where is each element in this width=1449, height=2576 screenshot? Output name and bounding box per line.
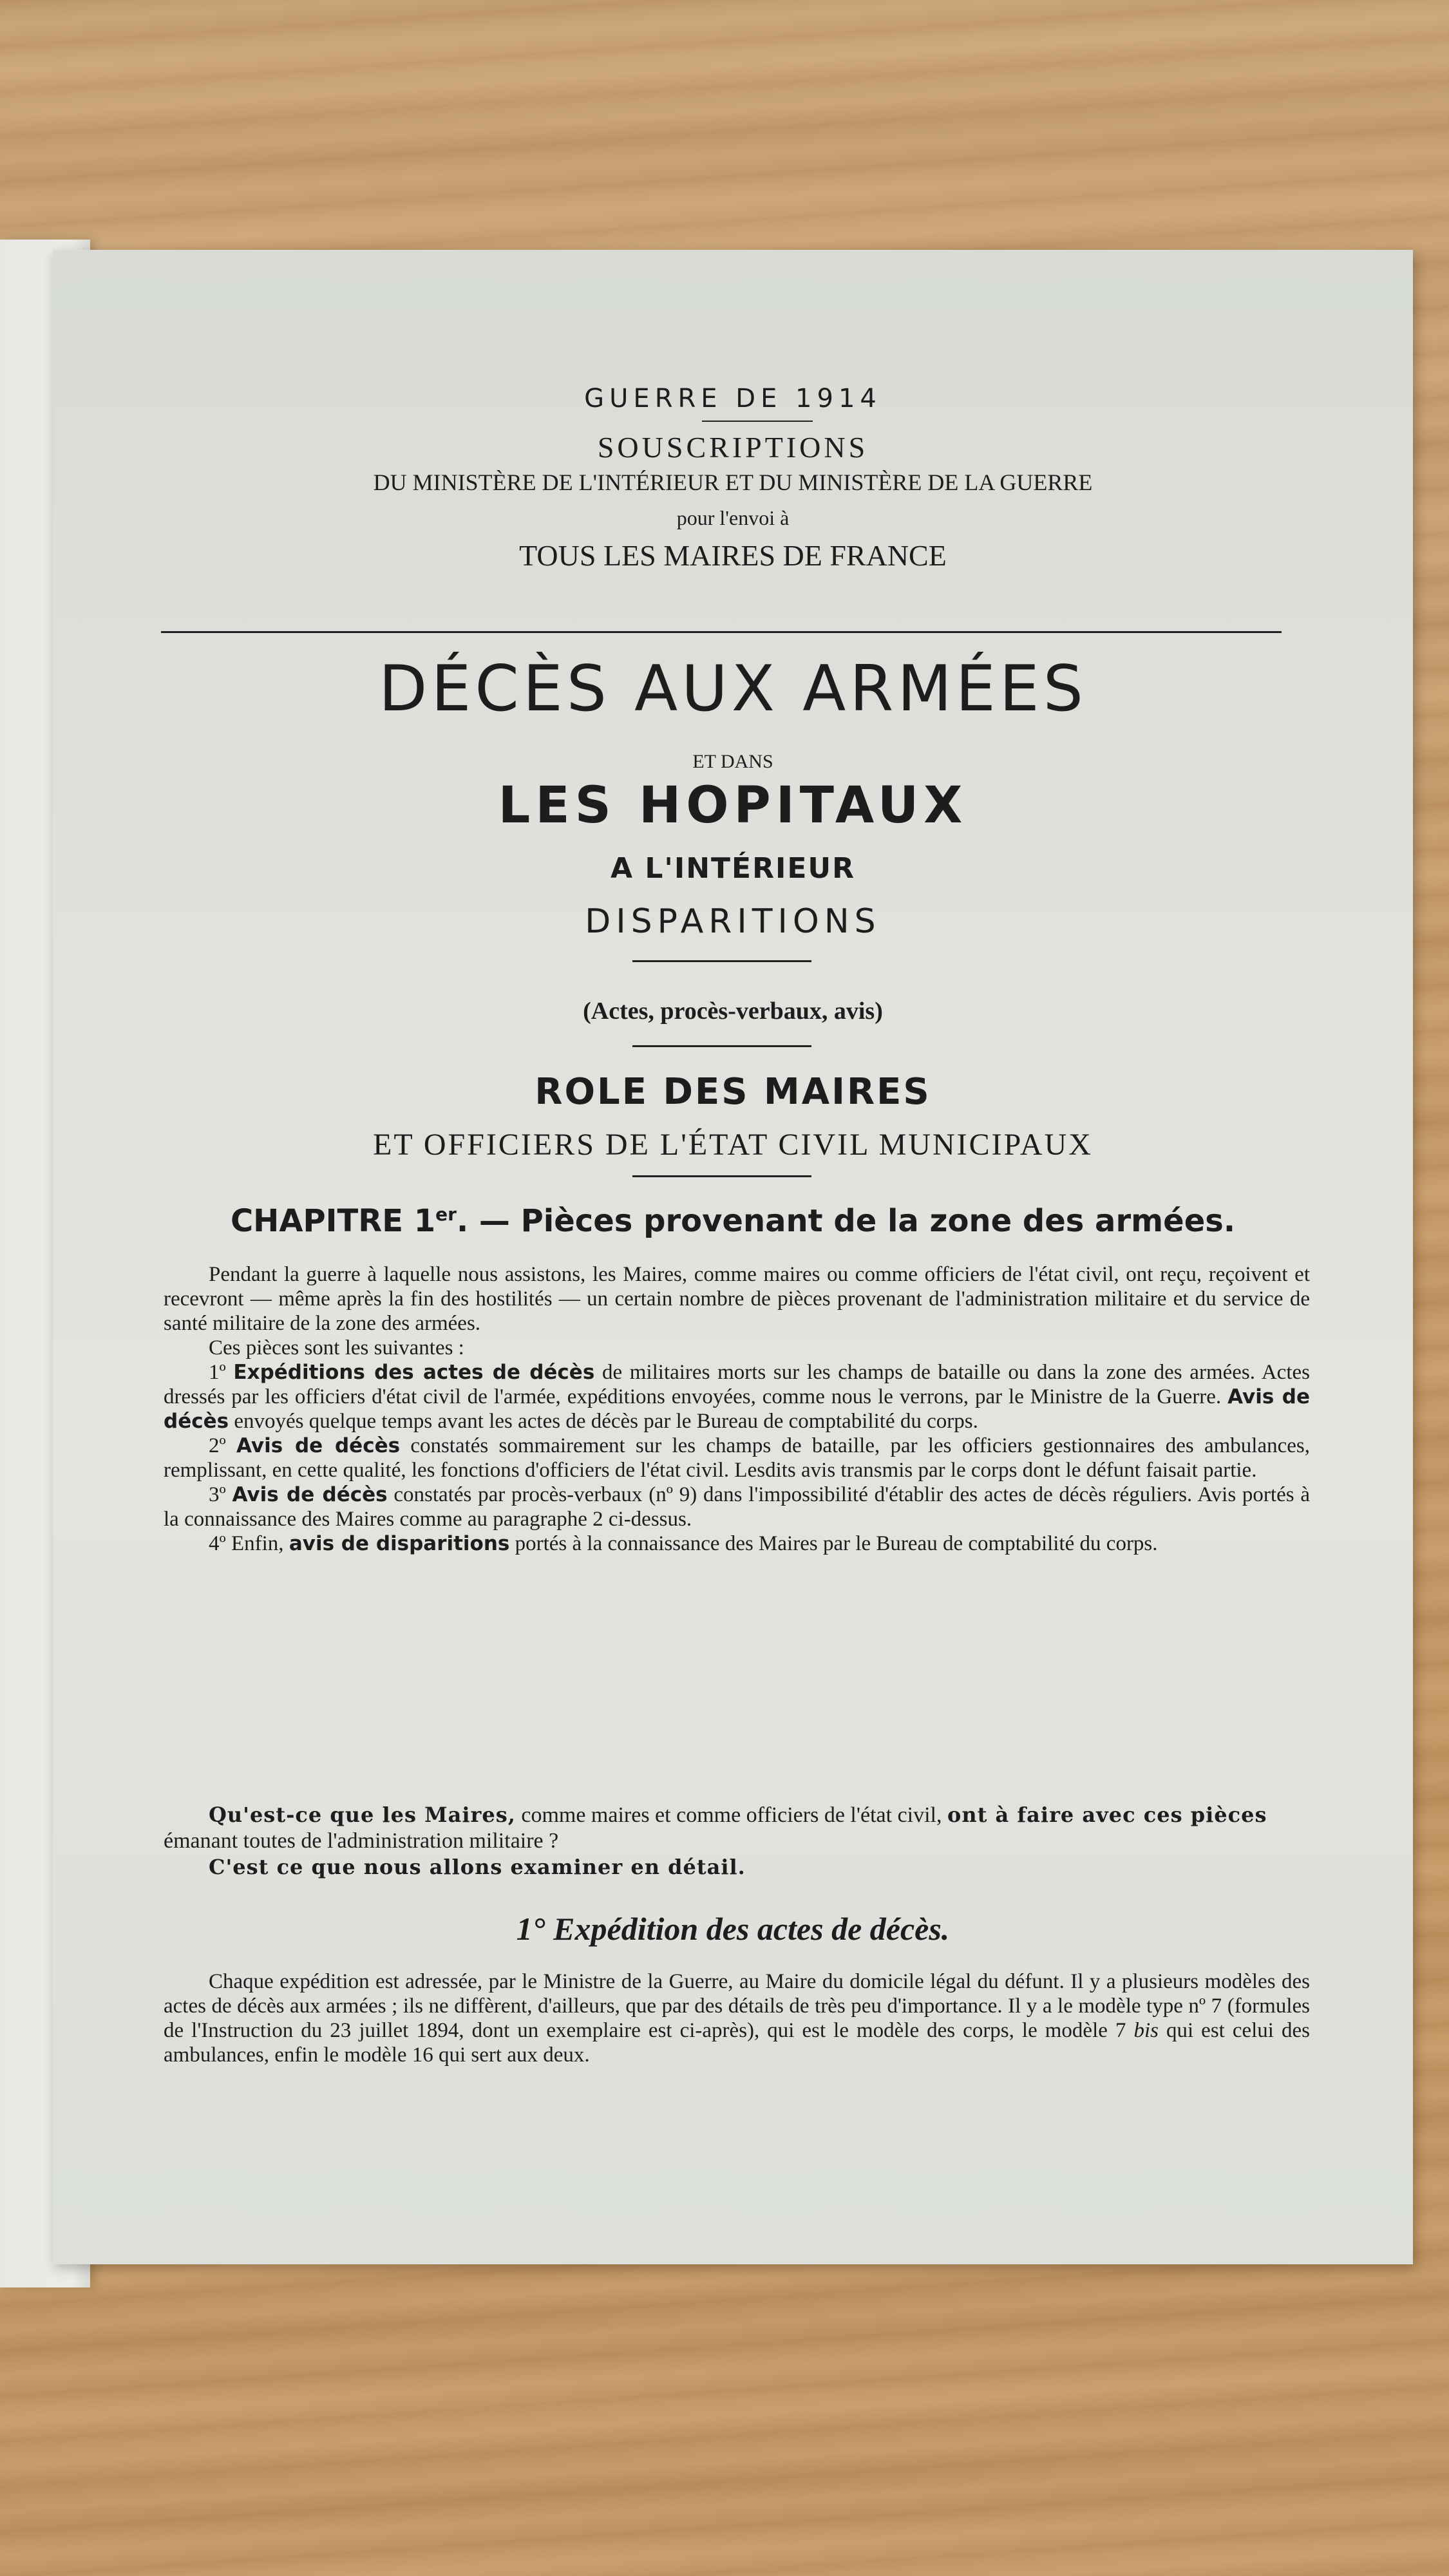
paragraph: 4º Enfin, avis de disparitions portés à la connaissance des Maires par le Bureau de comptabilité du corps. <box>209 1532 1158 1555</box>
main-title: DÉCÈS AUX ARMÉES <box>379 652 1087 726</box>
divider <box>702 421 813 422</box>
officiers-heading: ET OFFICIERS DE L'ÉTAT CIVIL MUNICIPAUX <box>373 1128 1093 1162</box>
chapter-sup: er <box>435 1204 457 1225</box>
et-dans-line: ET DANS <box>692 751 773 772</box>
envoi-line: pour l'envoi à <box>676 506 790 529</box>
paragraph: Ces pièces sont les suivantes : <box>209 1336 464 1359</box>
paragraph: 1º Expéditions des actes de décès de militaires morts sur les champs de bataille ou dans la zone des armées. Actes dressés par les officiers d'état civil de l'armée, expéditions envoyées, comme nous le verrons, par le Ministre de la Guerre. Avis de décès envoyés quelque temps avant les actes de décès par le Bureau de comptabilité du corps. <box>164 1361 1310 1433</box>
paragraph: Chaque expédition est adressée, par le Ministre de la Guerre, au Maire du domicile légal du défunt. Il y a plusieurs modèles des actes de décès aux armées ; ils ne diffèrent, d'ailleurs, que par des détails de très peu d'importance. Il y a le modèle type nº 7 (formules de l'Instruction du 23 juillet 1894, dont un exemplaire est ci-après), qui est le modèle des corps, le modèle 7 bis qui est celui des ambulances, enfin le modèle 16 qui sert aux deux. <box>164 1970 1310 2067</box>
subtitle-line: (Actes, procès-verbaux, avis) <box>583 998 883 1025</box>
interieur-line: A L'INTÉRIEUR <box>610 852 856 885</box>
hopitaux-title: LES HOPITAUX <box>498 777 968 835</box>
chapter-label: CHAPITRE 1 <box>230 1203 436 1239</box>
document-page <box>53 250 1413 2264</box>
divider <box>632 1045 811 1047</box>
war-heading: GUERRE DE 1914 <box>584 384 882 413</box>
question-line: C'est ce que nous allons examiner en détail. <box>209 1855 746 1879</box>
divider <box>632 1175 811 1177</box>
header-rule <box>161 631 1282 633</box>
divider <box>632 960 811 962</box>
souscriptions-heading: SOUSCRIPTIONS <box>597 431 869 464</box>
chapter-title: . — Pièces provenant de la zone des armées. <box>456 1203 1236 1239</box>
maires-line: TOUS LES MAIRES DE FRANCE <box>519 539 947 572</box>
question-block <box>164 1802 1310 1880</box>
disparitions-line: DISPARITIONS <box>585 902 881 941</box>
ministeres-line: DU MINISTÈRE DE L'INTÉRIEUR ET DU MINISTÈRE DE LA GUERRE <box>373 469 1093 495</box>
question-line: Qu'est-ce que les Maires, comme maires et comme officiers de l'état civil, ont à faire avec ces pièces émanant toutes de l'administration militaire ? <box>164 1803 1267 1853</box>
chapter-body <box>164 1262 1310 1556</box>
section-body <box>164 1969 1310 2067</box>
paragraph: Pendant la guerre à laquelle nous assistons, les Maires, comme maires ou comme officiers de l'état civil, ont reçu, reçoivent et recevront — même après la fin des hostilités — un certain nombre de pièces provenant de l'administration militaire et du service de santé militaire de la zone des armées. <box>164 1263 1310 1335</box>
role-heading: ROLE DES MAIRES <box>535 1071 931 1113</box>
section-heading: 1° Expédition des actes de décès. <box>516 1911 950 1947</box>
chapter-heading <box>53 1203 1413 1239</box>
paragraph: 2º Avis de décès constatés sommairement sur les champs de bataille, par les officiers gestionnaires des ambulances, remplissant, en cette qualité, les fonctions d'officiers de l'état civil. Lesdits avis transmis par le corps dont le défunt faisait partie. <box>164 1434 1311 1482</box>
paragraph: 3º Avis de décès constatés par procès-verbaux (nº 9) dans l'impossibilité d'établir des actes de décès réguliers. Avis portés à la connaissance des Maires comme au paragraphe 2 ci-dessus. <box>164 1483 1310 1531</box>
